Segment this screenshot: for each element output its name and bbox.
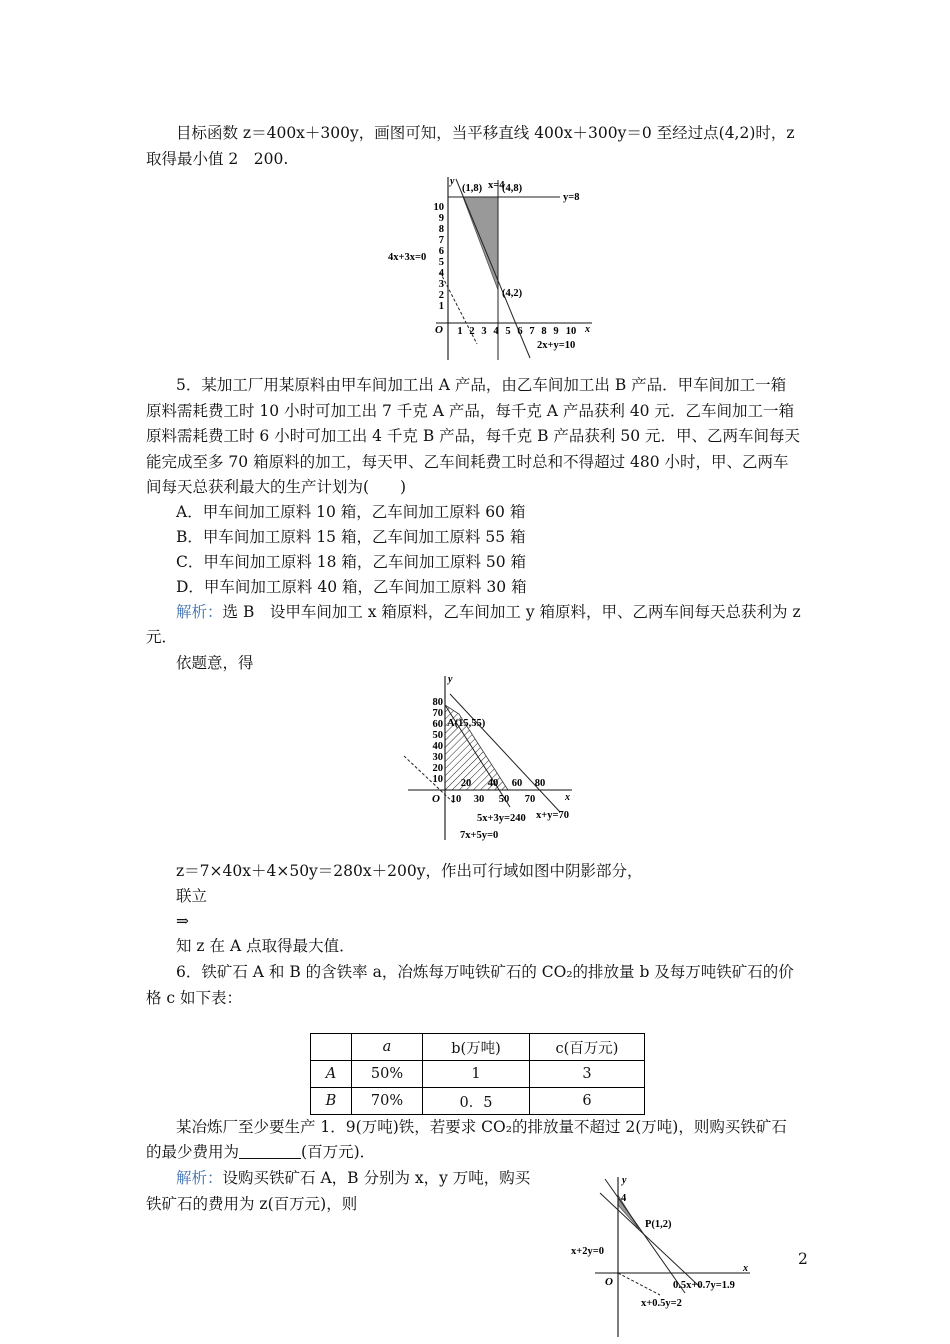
table-cell: A [311, 1061, 352, 1088]
q6-analysis-line-2: 铁矿石的费用为 z(百万元)，则 [146, 1195, 358, 1213]
q6-line-1: 6．铁矿石 A 和 B 的含铁率 a，冶炼每万吨铁矿石的 CO₂的排放量 b 及每万吨铁矿石的价 [176, 963, 794, 981]
y-tick: 50 [432, 730, 443, 741]
analysis-text: 设购买铁矿石 A，B 分别为 x，y 万吨，购买 [222, 1169, 531, 1187]
q5-objective: z＝7×40x＋4×50y＝280x＋200y，作出可行域如图中阴影部分， [176, 862, 643, 880]
q6-after-2a: 的最少费用为 [146, 1143, 240, 1161]
table-cell: 50% [352, 1061, 423, 1088]
y-tick: 80 [432, 697, 443, 708]
label-0-5x-0-7y-1-9: 0.5x+0.7y=1.9 [673, 1280, 735, 1291]
dashed-line-x-2y [618, 1273, 660, 1295]
table-row [311, 1088, 645, 1115]
point-4-2: (4,2) [502, 288, 523, 299]
intro-line-2: 取得最小值 2 200. [146, 150, 289, 168]
y-tick: 2 [438, 290, 444, 301]
q5-option-a: A．甲车间加工原料 10 箱，乙车间加工原料 60 箱 [176, 503, 526, 521]
table-cell: 3 [530, 1061, 645, 1088]
q5-analysis-line-1 [176, 600, 801, 625]
iron-ore-table [310, 1033, 645, 1115]
analysis-text: 选 B 设甲车间加工 x 箱原料，乙车间加工 y 箱原料，甲、乙两车间每天总获利为 z [222, 603, 801, 621]
x-tick: 7 [529, 326, 535, 337]
x-tick: 4 [493, 326, 499, 337]
x-tick: 60 [511, 778, 523, 789]
x-tick: 3 [481, 326, 487, 337]
origin-label-1: O [435, 324, 443, 336]
y-tick: 3 [438, 279, 444, 290]
x-tick: 2 [469, 326, 475, 337]
y-tick: 5 [438, 257, 444, 268]
q5-line-1: 5．某加工厂用某原料由甲车间加工出 A 产品，由乙车间加工出 B 产品．甲车间加工一箱 [176, 376, 787, 394]
analysis-label: 解析： [176, 1169, 223, 1187]
x-tick: 20 [460, 778, 472, 789]
label-x-2y-0: x+2y=0 [571, 1246, 604, 1257]
y-tick: 40 [432, 741, 443, 752]
x-tick: 9 [553, 326, 559, 337]
q5-line-4: 能完成至多 70 箱原料的加工，每天甲、乙车间耗费工时总和不得超过 480 小时，甲、乙两车 [146, 453, 789, 471]
x-tick: 40 [487, 778, 499, 789]
y-tick: 1 [438, 301, 444, 312]
y-tick: 7 [438, 235, 444, 246]
page-number: 2 [798, 1250, 808, 1268]
label-x4: x=4 [488, 180, 505, 191]
q6-line-2: 格 c 如下表： [146, 989, 243, 1007]
x-tick: 50 [498, 794, 510, 805]
y-tick: 10 [432, 774, 443, 785]
figure-3 [565, 1175, 765, 1340]
q5-line-3: 原料需耗费工时 6 小时可加工出 4 千克 B 产品，每千克 B 产品获利 50 元．甲、乙两车间每天 [146, 427, 800, 445]
label-y8: y=8 [563, 192, 580, 203]
x-axis-label-2: x [565, 792, 570, 803]
q6-after-2b: (百万元)． [301, 1143, 376, 1161]
q5-by-problem: 依题意，得 [176, 654, 254, 672]
figure-1 [380, 172, 610, 362]
q5-implies: ⇒ [176, 912, 189, 930]
feasible-region-1 [463, 197, 498, 290]
point-p: P(1,2) [645, 1219, 672, 1230]
y-tick: 8 [438, 224, 444, 235]
q5-line-5: 间每天总获利最大的生产计划为( ) [146, 478, 407, 496]
y-axis-label-3: y [622, 1175, 627, 1186]
y-tick: 10 [433, 202, 444, 213]
table-header: c(百万元) [530, 1034, 645, 1061]
x-tick: 10 [565, 326, 577, 337]
q6-analysis-line-1 [176, 1166, 530, 1191]
point-1-8: (1,8) [462, 183, 483, 194]
table-header: b(万吨) [423, 1034, 530, 1061]
table-header-row [311, 1034, 645, 1061]
q5-conclusion: 知 z 在 A 点取得最大值． [176, 937, 355, 955]
y-axis-label-2: y [448, 674, 453, 685]
table-cell: 0．5 [423, 1088, 530, 1115]
q6-after-1: 某冶炼厂至少要生产 1．9(万吨)铁，若要求 CO₂的排放量不超过 2(万吨)，则购买铁矿石 [176, 1118, 787, 1136]
y-tick: 60 [432, 719, 443, 730]
label-dashed-line: 4x+3x=0 [388, 252, 427, 263]
y-tick: 20 [432, 763, 443, 774]
table-cell: 70% [352, 1088, 423, 1115]
line-x-0-5y-2 [605, 1179, 685, 1293]
y-tick: 70 [432, 708, 443, 719]
point-4-8: (4,8) [502, 183, 523, 194]
label-7x-5y-0: 7x+5y=0 [460, 830, 499, 841]
q6-after-2 [146, 1140, 375, 1165]
y-tick: 6 [438, 246, 444, 257]
x-axis-label-1: x [585, 324, 590, 335]
origin-label-3: O [605, 1276, 613, 1288]
y-tick: 9 [438, 213, 444, 224]
q5-line-2: 原料需耗费工时 10 小时可加工出 7 千克 A 产品，每千克 A 产品获利 40 元．乙车间加工一箱 [146, 402, 794, 420]
table-cell: B [311, 1088, 352, 1115]
q5-option-d: D．甲车间加工原料 40 箱，乙车间加工原料 30 箱 [176, 578, 527, 596]
y-axis-label-1: y [450, 176, 455, 187]
table-row [311, 1061, 645, 1088]
label-x-y-70: x+y=70 [536, 810, 569, 821]
label-5x-3y-240: 5x+3y=240 [477, 813, 526, 824]
y-tick: 4 [621, 1193, 627, 1204]
table-header: a [352, 1034, 423, 1061]
x-axis-label-3: x [743, 1263, 748, 1274]
analysis-label: 解析： [176, 603, 223, 621]
y-tick: 4 [438, 268, 444, 279]
x-tick: 8 [541, 326, 547, 337]
q5-option-b: B．甲车间加工原料 15 箱，乙车间加工原料 55 箱 [176, 528, 526, 546]
x-tick: 10 [450, 794, 462, 805]
point-a: A(15,55) [447, 718, 486, 729]
y-tick: 30 [432, 752, 443, 763]
answer-blank [239, 1142, 301, 1159]
figure-2 [400, 672, 590, 844]
x-tick: 6 [517, 326, 523, 337]
q5-analysis-line-2: 元． [146, 628, 178, 646]
origin-label-2: O [432, 793, 440, 805]
q5-join: 联立 [176, 887, 208, 905]
x-tick: 5 [505, 326, 511, 337]
intro-line-1: 目标函数 z＝400x＋300y，画图可知，当平移直线 400x＋300y＝0 至经过点(4,2)时，z [176, 124, 795, 142]
x-tick: 30 [473, 794, 485, 805]
table-cell: 1 [423, 1061, 530, 1088]
table-cell: 6 [530, 1088, 645, 1115]
x-tick: 1 [457, 326, 463, 337]
table-header [311, 1034, 352, 1061]
x-tick: 80 [534, 778, 546, 789]
x-tick: 70 [524, 794, 536, 805]
label-x-0-5y-2: x+0.5y=2 [641, 1298, 682, 1309]
label-2x-y-10: 2x+y=10 [537, 340, 576, 351]
q5-option-c: C．甲车间加工原料 18 箱，乙车间加工原料 50 箱 [176, 553, 527, 571]
